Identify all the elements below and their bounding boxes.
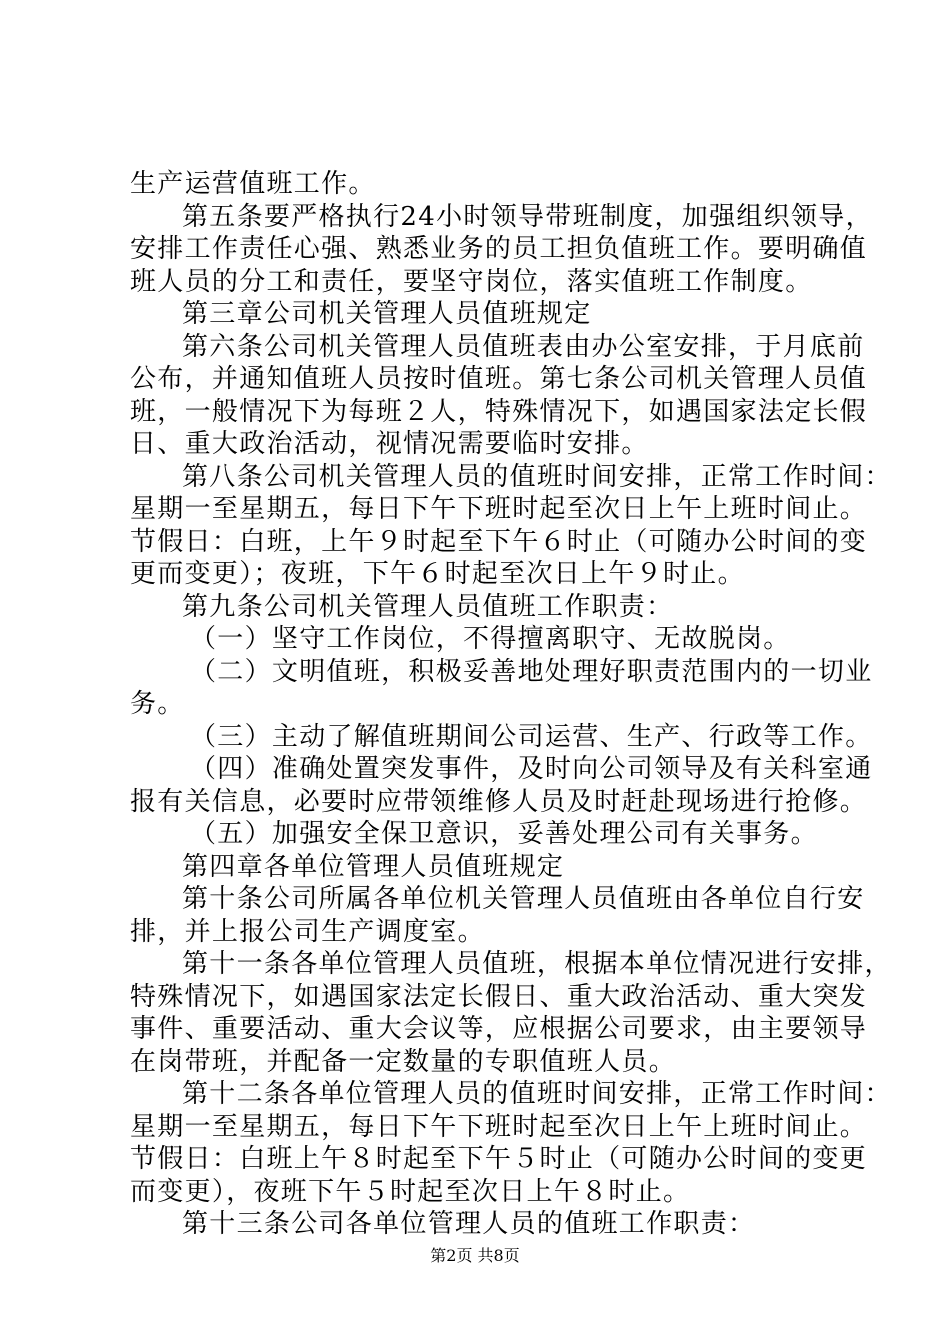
text-line: 排，并上报公司生产调度室。 — [130, 916, 485, 947]
text-line: 第十条公司所属各单位机关管理人员值班由各单位自行安 — [182, 884, 865, 914]
text-line: 星期一至星期五，每日下午下班时起至次日上午上班时间止。 — [130, 494, 868, 524]
text-line: 班人员的分工和责任，要坚守岗位，落实值班工作制度。 — [130, 266, 813, 297]
text-line: 在岗带班，并配备一定数量的专职值班人员。 — [130, 1046, 677, 1077]
text-line: 特殊情况下，如遇国家法定长假日、重大政治活动、重大突发 — [130, 981, 868, 1012]
text-line: 事件、重要活动、重大会议等，应根据公司要求，由主要领导 — [130, 1014, 868, 1044]
text-line: 星期一至星期五，每日下午下班时起至次日上午上班时间止。 — [130, 1111, 868, 1142]
text-line: 节假日：白班上午８时起至下午５时止（可随办公时间的变更 — [130, 1144, 868, 1174]
text-line: 更而变更）；夜班，下午６时起至次日上午９时止。 — [130, 559, 745, 589]
text-line: （一）坚守工作岗位，不得擅离职守、无故脱岗。 — [190, 624, 791, 654]
text-line: 报有关信息，必要时应带领维修人员及时赶赴现场进行抢修。 — [130, 786, 868, 817]
text-line: 第六条公司机关管理人员值班表由办公室安排，于月底前 — [182, 331, 865, 362]
text-line: （三）主动了解值班期间公司运营、生产、行政等工作。 — [190, 721, 873, 752]
text-line: 节假日：白班，上午９时起至下午６时止（可随办公时间的变 — [130, 526, 868, 557]
text-line: 第八条公司机关管理人员的值班时间安排，正常工作时间： — [182, 461, 892, 492]
page-footer: 第2页 共8页 — [430, 1246, 520, 1265]
text-line: 安排工作责任心强、熟悉业务的员工担负值班工作。要明确值 — [130, 234, 868, 264]
text-line: 第三章公司机关管理人员值班规定 — [182, 299, 592, 329]
document-body — [130, 168, 892, 1241]
text-line: 务。 — [130, 689, 185, 719]
text-line: 第十二条各单位管理人员的值班时间安排，正常工作时间： — [182, 1079, 892, 1109]
text-line: （四）准确处置突发事件，及时向公司领导及有关科室通 — [190, 754, 873, 784]
text-line: 而变更），夜班下午５时起至次日上午８时止。 — [130, 1176, 691, 1207]
text-line: 第十三条公司各单位管理人员的值班工作职责： — [182, 1209, 756, 1239]
text-line: 第十一条各单位管理人员值班，根据本单位情况进行安排， — [182, 949, 892, 979]
text-line: （二）文明值班，积极妥善地处理好职责范围内的一切业 — [190, 656, 873, 687]
text-line: 生产运营值班工作。 — [130, 169, 376, 199]
text-line: 第五条要严格执行24小时领导带班制度，加强组织领导， — [182, 201, 873, 232]
text-line: （五）加强安全保卫意识，妥善处理公司有关事务。 — [190, 819, 818, 849]
text-line: 第九条公司机关管理人员值班工作职责： — [182, 591, 674, 622]
text-line: 公布，并通知值班人员按时值班。第七条公司机关管理人员值 — [130, 364, 868, 394]
text-line: 第四章各单位管理人员值班规定 — [182, 851, 565, 882]
text-line: 班，一般情况下为每班２人，特殊情况下，如遇国家法定长假 — [130, 396, 868, 427]
text-line: 日、重大政治活动，视情况需要临时安排。 — [130, 429, 649, 459]
